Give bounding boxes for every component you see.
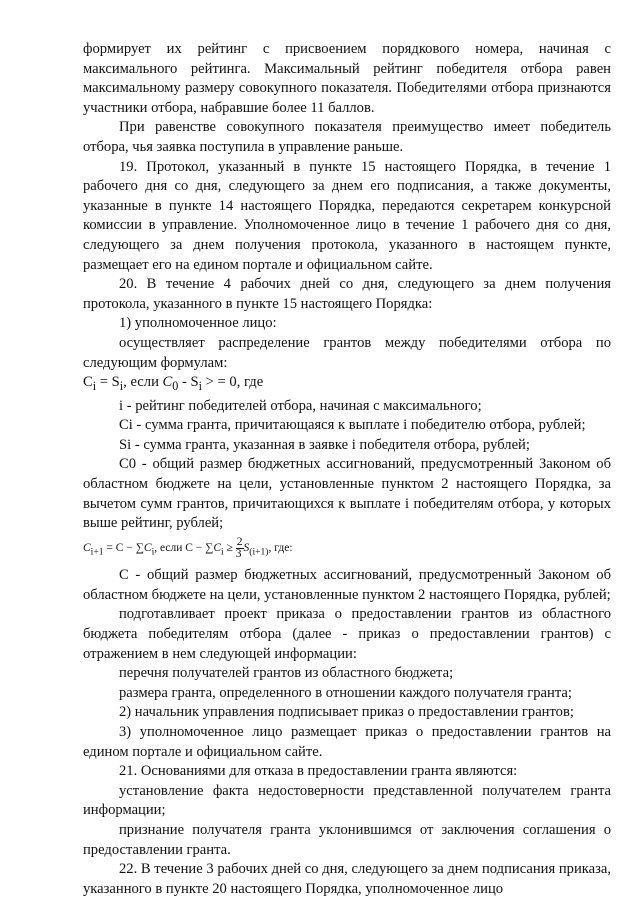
formula-1: [83, 373, 611, 397]
document-page: [83, 40, 611, 899]
paragraph: размера гранта, определенного в отношении каждого получателя гранта;: [119, 684, 572, 701]
paragraph: перечня получателей грантов из областного бюджета;: [119, 665, 454, 682]
paragraph: Si - сумма гранта, указанная в заявке i победителя отбора, рублей;: [119, 436, 530, 453]
paragraph: 20. В течение 4 рабочих дней со дня, следующего за днем получения протокола, указанного в пункте 15 настоящего Порядка:: [83, 276, 611, 312]
paragraph: 2) начальник управления подписывает приказ о предоставлении грантов;: [119, 704, 574, 721]
paragraph: При равенстве совокупного показателя преимущество имеет победитель отбора, чья заявка поступила в управление раньше.: [83, 119, 611, 155]
paragraph: 21. Основаниями для отказа в предоставлении гранта являются:: [119, 763, 518, 780]
paragraph: установление факта недостоверности представленной получателем гранта информации;: [83, 782, 611, 819]
paragraph: 3) уполномоченное лицо размещает приказ о предоставлении грантов на едином портале и официальном сайте.: [83, 723, 611, 760]
paragraph: C0 - общий размер бюджетных ассигнований, предусмотренный Законом об областном бюджете на цели, установленные пунктом 2 настоящего Порядка, за вычетом сумм грантов, причитающихся к выплате i победителям отбора, у которых выше рейтинг, рублей;: [83, 456, 611, 532]
paragraph: i - рейтинг победителей отбора, начиная с максимального;: [119, 397, 482, 414]
formula-1-text: $C_i = S_i$, если $C_0 - S_i$ > = 0, где: [83, 374, 264, 393]
paragraph: 19. Протокол, указанный в пункте 15 настоящего Порядка, в течение 1 рабочего дня со дня, следующего за днем его подписания, а также документы, указанные в пункте 14 настоящего Порядка, передаются секретарем конкурсной комиссии в управление. Уполномоченное лицо в течение 1 рабочего дня со дня, следующего за днем получения протокола, указанного в настоящем пункте, размещает его на едином портале и официальном сайте.: [83, 158, 611, 273]
paragraph: 22. В течение 3 рабочих дней со дня, следующего за днем подписания приказа, указанного в пункте 20 настоящего Порядка, уполномоченное лицо: [83, 861, 611, 897]
paragraph: признание получателя гранта уклонившимся от заключения соглашения о предоставлении гранта.: [83, 821, 611, 858]
paragraph: C - общий размер бюджетных ассигнований, предусмотренный Законом об областном бюджете на цели, установленные пунктом 2 настоящего Порядка, рублей;: [83, 567, 611, 603]
paragraph: 1) уполномоченное лицо:: [119, 315, 277, 332]
paragraph: осуществляет распределение грантов между победителями отбора по следующим формулам:: [83, 334, 611, 371]
paragraph: формирует их рейтинг с присвоением порядкового номера, начиная с максимального рейтинга. Максимальный рейтинг победителя отбора равен максимальному размеру совокупного показателя. Победителями отбора признаются участники отбора, набравшие более 11 баллов.: [83, 41, 611, 116]
paragraph: Ci - сумма гранта, причитающаяся к выплате i победителю отбора, рублей;: [119, 417, 586, 434]
paragraph: подготавливает проект приказа о предоставлении грантов из областного бюджета победителям отбора (далее - приказ о предоставлении грантов) с отражением в нем следующей информации:: [83, 606, 611, 662]
formula-2: $C_{i+1} = C - \sum C_i$, если $C - \sum C_i$ ≥ $\frac{2}{3}$ $S_{(i+1)}$, где:: [83, 535, 293, 560]
